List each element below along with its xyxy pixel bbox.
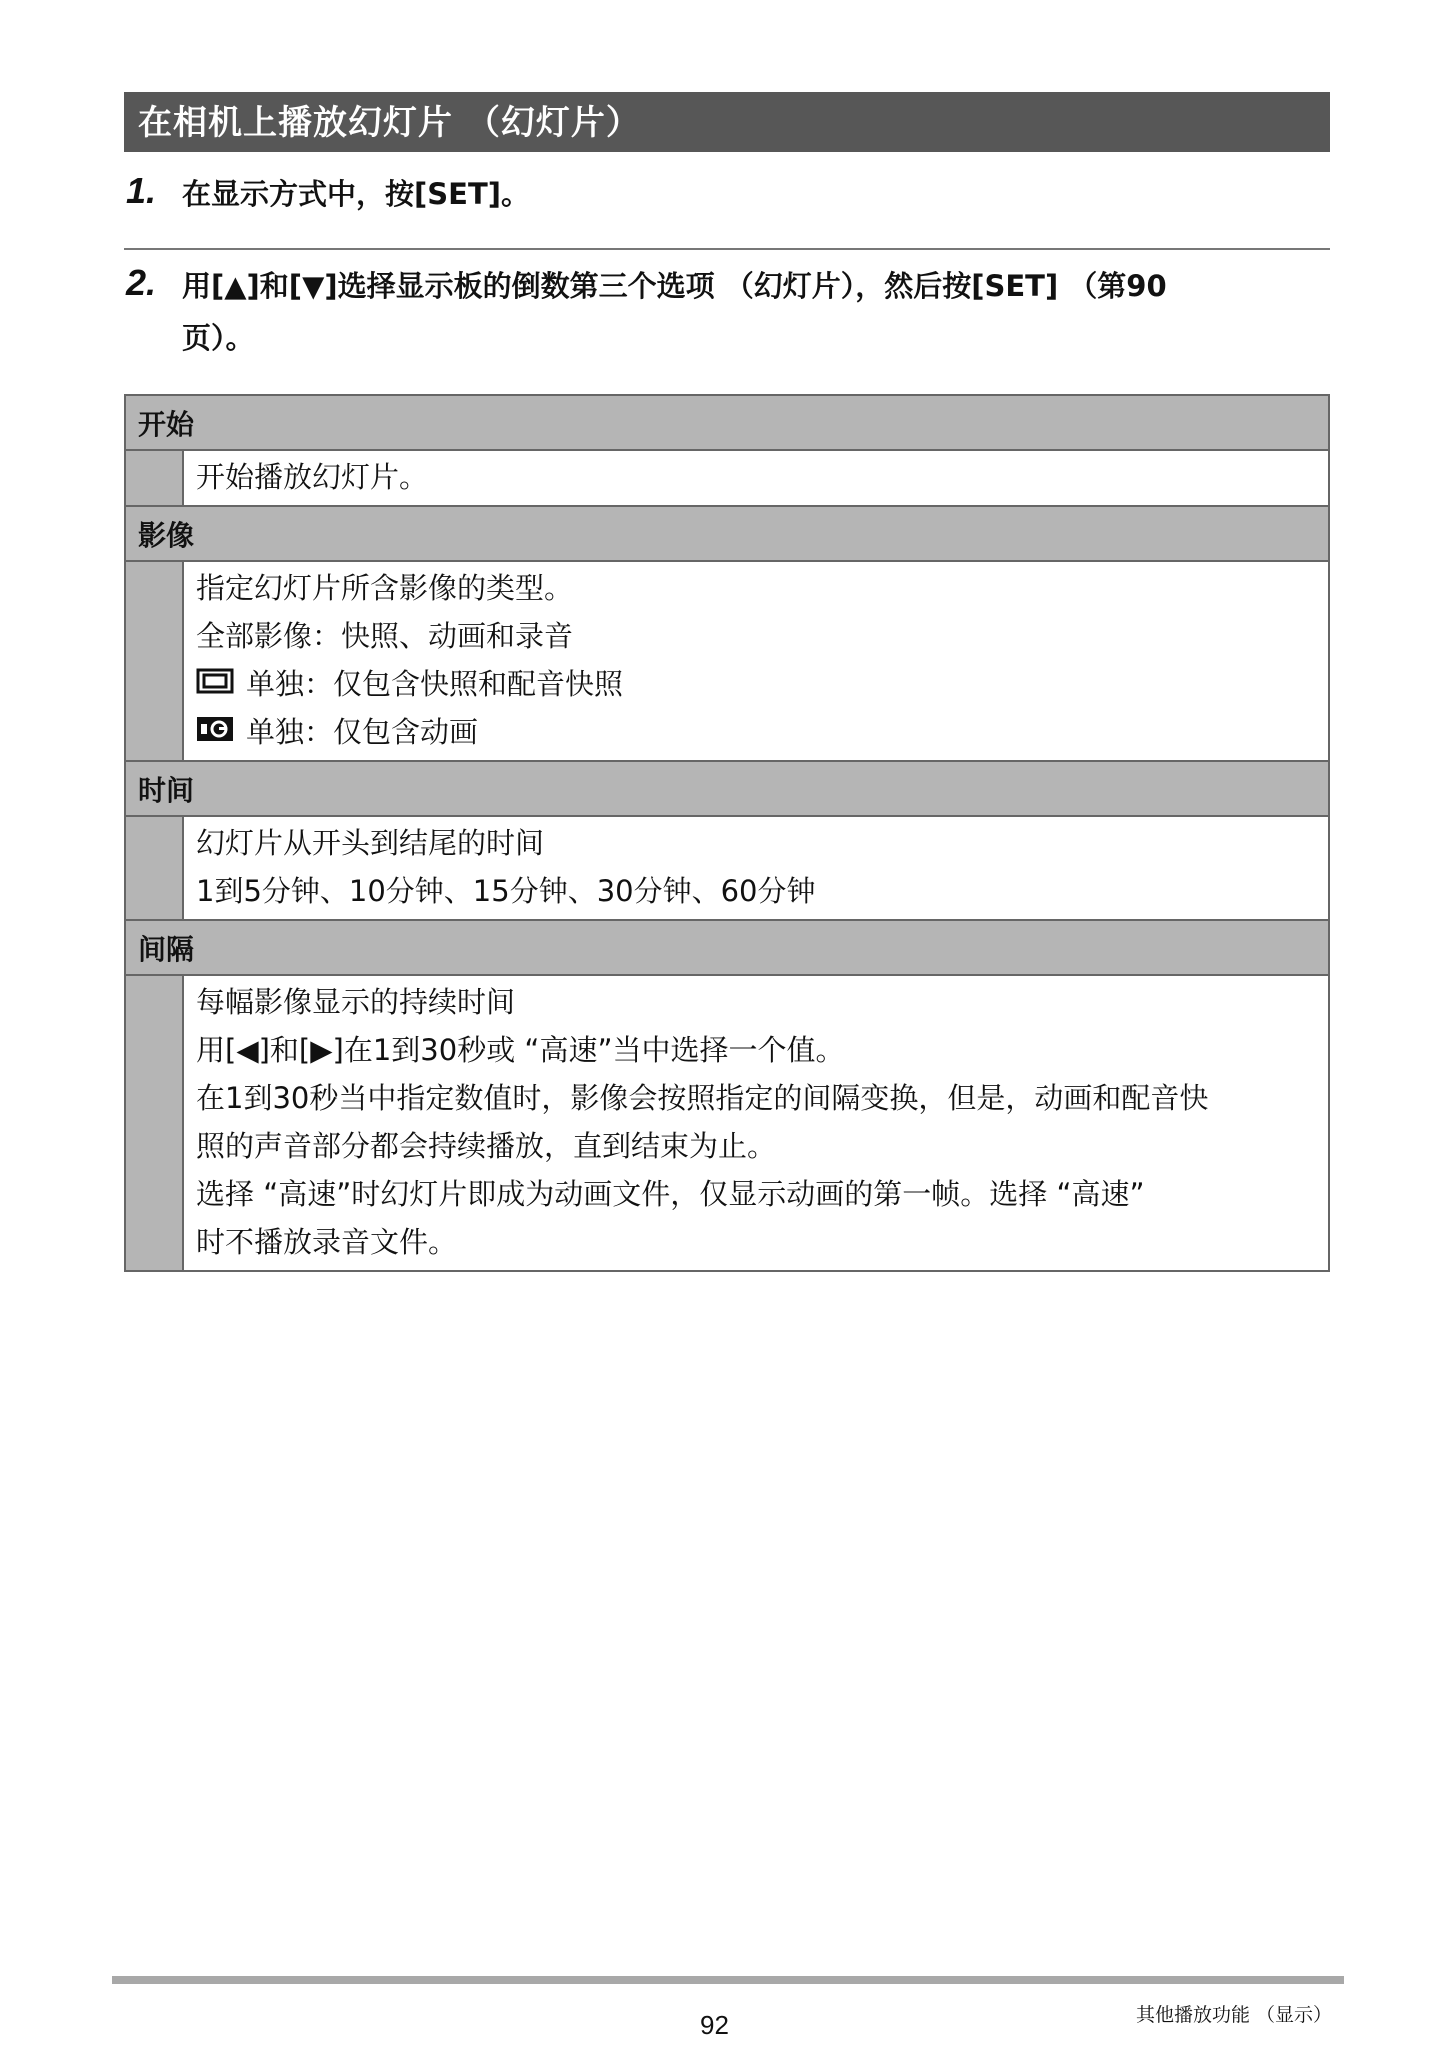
options-table: [124, 394, 1330, 1272]
option-content: [184, 817, 1328, 919]
divider: [124, 248, 1330, 250]
option-gutter: [126, 451, 184, 505]
option-images: [126, 507, 1328, 762]
option-line: 指定幻灯片所含影像的类型。: [196, 571, 574, 605]
option-line: 全部影像：快照、动画和录音: [196, 619, 574, 653]
option-line: 幻灯片从开头到结尾的时间: [196, 826, 545, 860]
step-number: 2.: [126, 262, 157, 303]
option-content: [184, 976, 1328, 1270]
option-line: 照的声音部分都会持续播放，直到结束为止。: [196, 1129, 777, 1163]
option-interval: [126, 921, 1328, 1270]
option-gutter: [126, 817, 184, 919]
option-line-text: 单独：仅包含动画: [246, 715, 479, 749]
step-text-line: 用[▲]和[▼]选择显示板的倒数第三个选项 （幻灯片），然后按[SET] （第90: [182, 269, 1167, 303]
step-1: [124, 168, 1330, 220]
option-heading: 间隔: [126, 921, 1328, 976]
option-heading: 时间: [126, 762, 1328, 817]
step-2: [124, 260, 1330, 364]
option-content: [184, 451, 1328, 505]
option-time: [126, 762, 1328, 921]
step-number: 1.: [126, 170, 157, 211]
step-text-line: 页）。: [182, 321, 255, 355]
option-gutter: [126, 562, 184, 760]
option-content: [184, 562, 1328, 760]
option-line: 1到5分钟、10分钟、15分钟、30分钟、60分钟: [196, 874, 816, 908]
option-gutter: [126, 976, 184, 1270]
movie-icon: [196, 708, 234, 756]
option-heading: 影像: [126, 507, 1328, 562]
snapshot-icon: [196, 660, 234, 708]
option-start: [126, 396, 1328, 507]
footer-section-label: 其他播放功能 （显示）: [1135, 2004, 1332, 2026]
option-heading: 开始: [126, 396, 1328, 451]
option-line: 选择 “高速”时幻灯片即成为动画文件，仅显示动画的第一帧。选择 “高速”: [196, 1177, 1145, 1211]
step-text: 在显示方式中，按[SET]。: [182, 177, 530, 211]
step-text: [182, 260, 1330, 364]
option-line: 每幅影像显示的持续时间: [196, 985, 516, 1019]
option-line-with-icon: [196, 660, 1316, 708]
page-number: 92: [700, 2010, 729, 2040]
option-line: 用[◀]和[▶]在1到30秒或 “高速”当中选择一个值。: [196, 1033, 845, 1067]
section-title: 在相机上播放幻灯片 （幻灯片）: [124, 92, 1330, 152]
footer-bar: [112, 1976, 1344, 1984]
option-line-with-icon: [196, 708, 1316, 756]
option-line-text: 单独：仅包含快照和配音快照: [246, 667, 624, 701]
option-line: 在1到30秒当中指定数值时，影像会按照指定的间隔变换，但是，动画和配音快: [196, 1081, 1209, 1115]
option-line: 时不播放录音文件。: [196, 1225, 458, 1259]
option-line: 开始播放幻灯片。: [196, 460, 429, 494]
